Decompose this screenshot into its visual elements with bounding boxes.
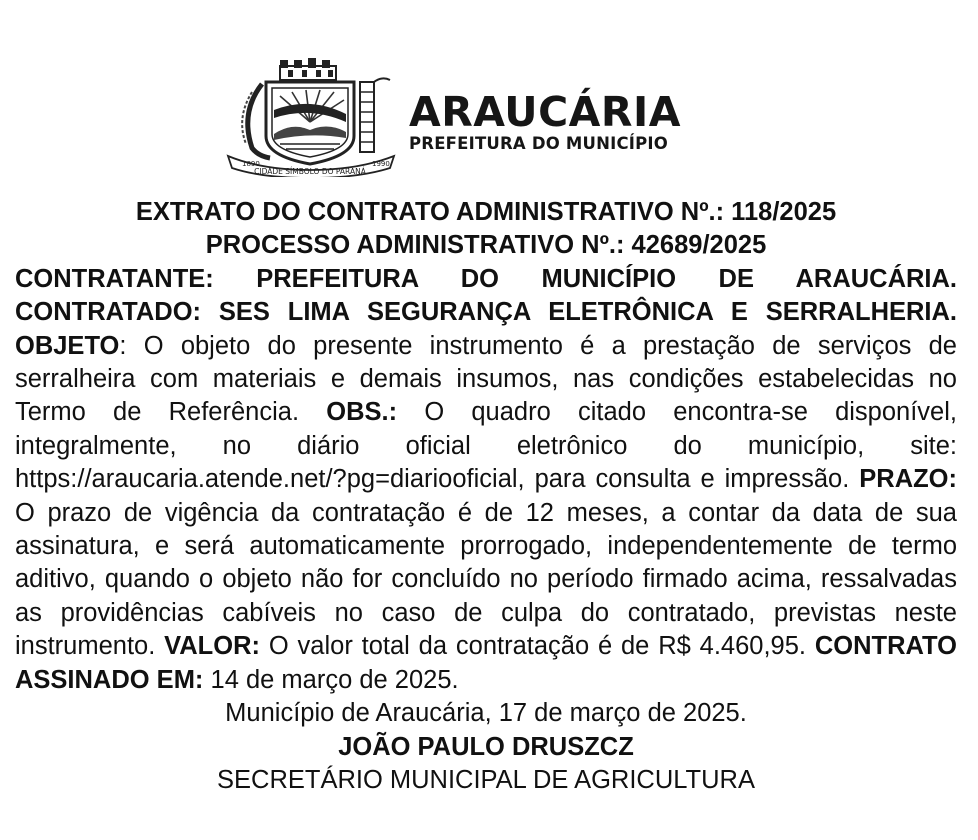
brand-subtitle: PREFEITURA DO MUNICÍPIO [409,134,668,153]
objeto-label: OBJETO [15,331,120,360]
assinado-text: 14 de março de 2025. [210,665,459,694]
valor-label: VALOR: [164,632,261,661]
obs-text: O quadro citado encontra-se disponível, integralmente, no diário oficial eletrônico do município, site: https://araucaria.atende.net/?pg=diariooficial, para consulta e impressão. [15,398,957,494]
prazo-text: O prazo de vigência da contratação é de 12 meses, a contar da data de sua assinatura, e será automaticamente prorrogado, independentemente de termo aditivo, quando o objeto não for concluído no período firmado acima, ressalvadas as providências cabíveis no caso de culpa do contratado, previstas neste instrumento. [15,498,957,661]
document-body [15,196,957,797]
contract-extract-paragraph [15,263,957,697]
contratado-text: CONTRATADO: SES LIMA SEGURANÇA ELETRÔNICA E SERRALHERIA. [15,298,957,327]
objeto-text: : O objeto do presente instrumento é a prestação de serviços de serralheira com materiais e demais insumos, nas condições estabelecidas no Termo de Referência. [15,331,957,427]
svg-text:1990: 1990 [372,160,390,168]
place-date: Município de Araucária, 17 de março de 2025. [225,699,747,728]
assinado-label: CONTRATO ASSINADO EM: [15,632,957,694]
brand-name: ARAUCÁRIA [409,88,681,136]
valor-text: O valor total da contratação é de R$ 4.460,95. [268,632,806,661]
document-title: EXTRATO DO CONTRATO ADMINISTRATIVO Nº.: 118/2025 [135,198,837,226]
signer-name: JOÃO PAULO DRUSZCZ [338,732,634,761]
signer-title: SECRETÁRIO MUNICIPAL DE AGRICULTURA [217,765,755,794]
process-number: PROCESSO ADMINISTRATIVO Nº.: 42689/2025 [205,231,767,260]
svg-text:1890: 1890 [242,160,260,168]
svg-text:CIDADE SÍMBOLO DO PARANÁ: CIDADE SÍMBOLO DO PARANÁ [254,167,366,176]
coat-of-arms-icon [222,52,400,177]
brand-block [409,90,681,154]
prazo-label: PRAZO: [859,465,958,494]
obs-label: OBS.: [326,398,398,427]
header [222,52,762,177]
contratante-text: CONTRATANTE: PREFEITURA DO MUNICÍPIO DE ARAUCÁRIA. [15,264,957,293]
